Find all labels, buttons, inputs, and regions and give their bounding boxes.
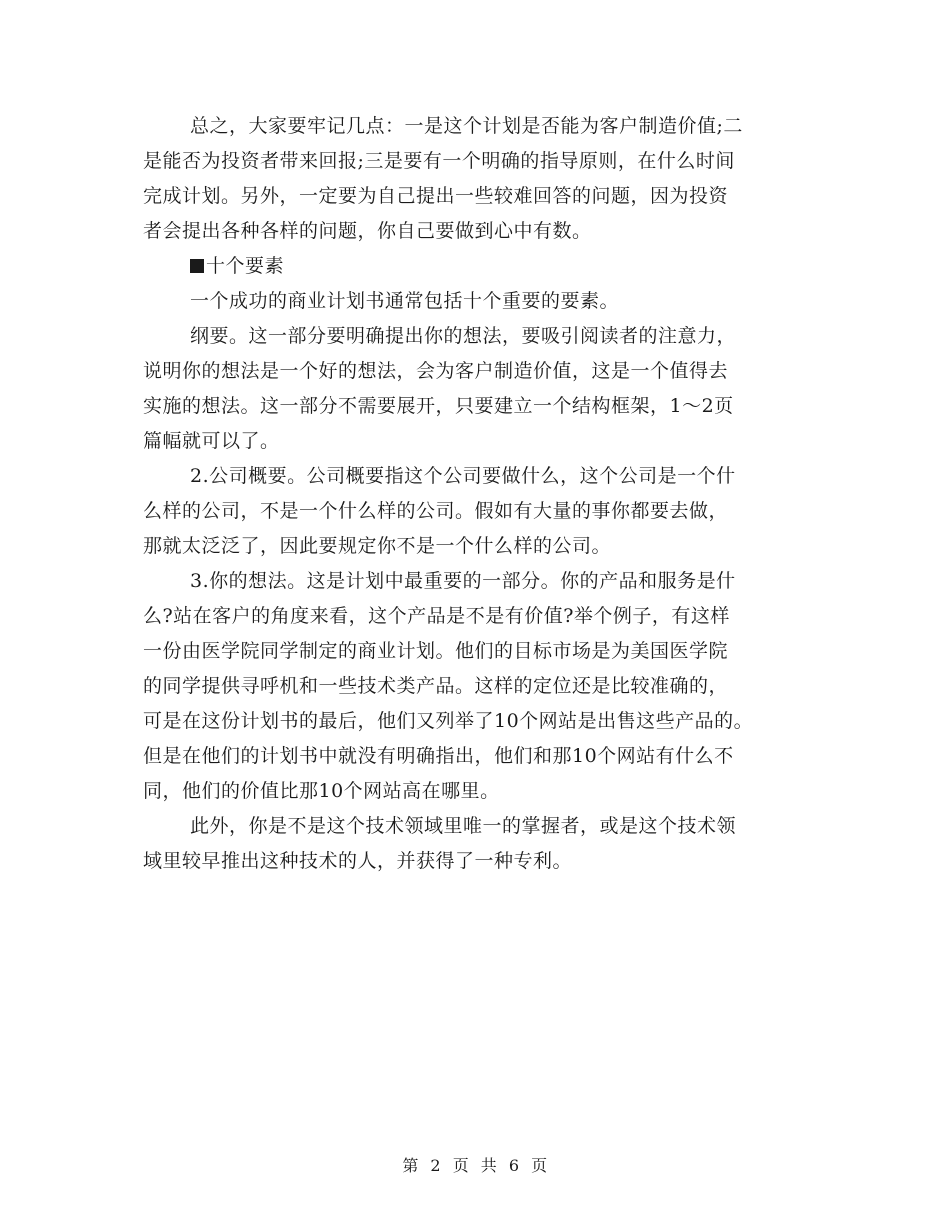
paragraph-summary-line-2: 是能否为投资者带来回报;三是要有一个明确的指导原则，在什么时间 [143,150,735,172]
section-heading-text: 十个要素 [206,255,285,277]
paragraph-summary-line-3: 完成计划。另外，一定要为自己提出一些较难回答的问题，因为投资 [143,185,729,207]
paragraph-outline-line-2: 说明你的想法是一个好的想法，会为客户制造价值，这是一个值得去 [143,360,729,382]
section-heading [143,249,823,284]
paragraph-outline-line-3: 实施的想法。这一部分不需要展开，只要建立一个结构框架，1～2页 [143,395,734,417]
paragraph-company-line-3: 那就太泛泛了，因此要规定你不是一个什么样的公司。 [143,535,612,557]
paragraph-outline-line-4: 篇幅就可以了。 [143,430,280,452]
black-square-icon [190,259,204,273]
paragraph-intro-line-1: 一个成功的商业计划书通常包括十个重要的要素。 [190,290,620,312]
paragraph-summary-line-4: 者会提出各种各样的问题，你自己要做到心中有数。 [143,220,592,242]
paragraph-idea-line-1: 3.你的想法。这是计划中最重要的一部分。你的产品和服务是什 [190,570,736,592]
paragraph-idea-line-4: 的同学提供寻呼机和一些技术类产品。这样的定位还是比较准确的， [143,675,729,697]
paragraph-company-line-2: 么样的公司，不是一个什么样的公司。假如有大量的事你都要去做， [143,500,729,522]
paragraph-company-line-1: 2.公司概要。公司概要指这个公司要做什么，这个公司是一个什 [190,465,736,487]
paragraph-idea-line-3: 一份由医学院同学制定的商业计划。他们的目标市场是为美国医学院 [143,640,729,662]
paragraph-patent-line-1: 此外，你是不是这个技术领域里唯一的掌握者，或是这个技术领 [190,815,737,837]
paragraph-outline-line-1: 纲要。这一部分要明确提出你的想法，要吸引阅读者的注意力， [190,325,737,347]
paragraph-summary-line-1: 总之，大家要牢记几点：一是这个计划是否能为客户制造价值;二 [190,115,743,137]
paragraph-idea-line-5: 可是在这份计划书的最后，他们又列举了10个网站是出售这些产品的。 [143,710,754,732]
paragraph-idea-line-2: 么?站在客户的角度来看，这个产品是不是有价值?举个例子，有这样 [143,605,730,627]
paragraph-idea-line-7: 同，他们的价值比那10个网站高在哪里。 [143,780,500,802]
paragraph-patent-line-2: 域里较早推出这种技术的人，并获得了一种专利。 [143,850,573,872]
document-body [143,109,823,879]
page-number-footer: 第 2 页 共 6 页 [402,1156,548,1175]
paragraph-idea-line-6: 但是在他们的计划书中就没有明确指出，他们和那10个网站有什么不 [143,745,734,767]
